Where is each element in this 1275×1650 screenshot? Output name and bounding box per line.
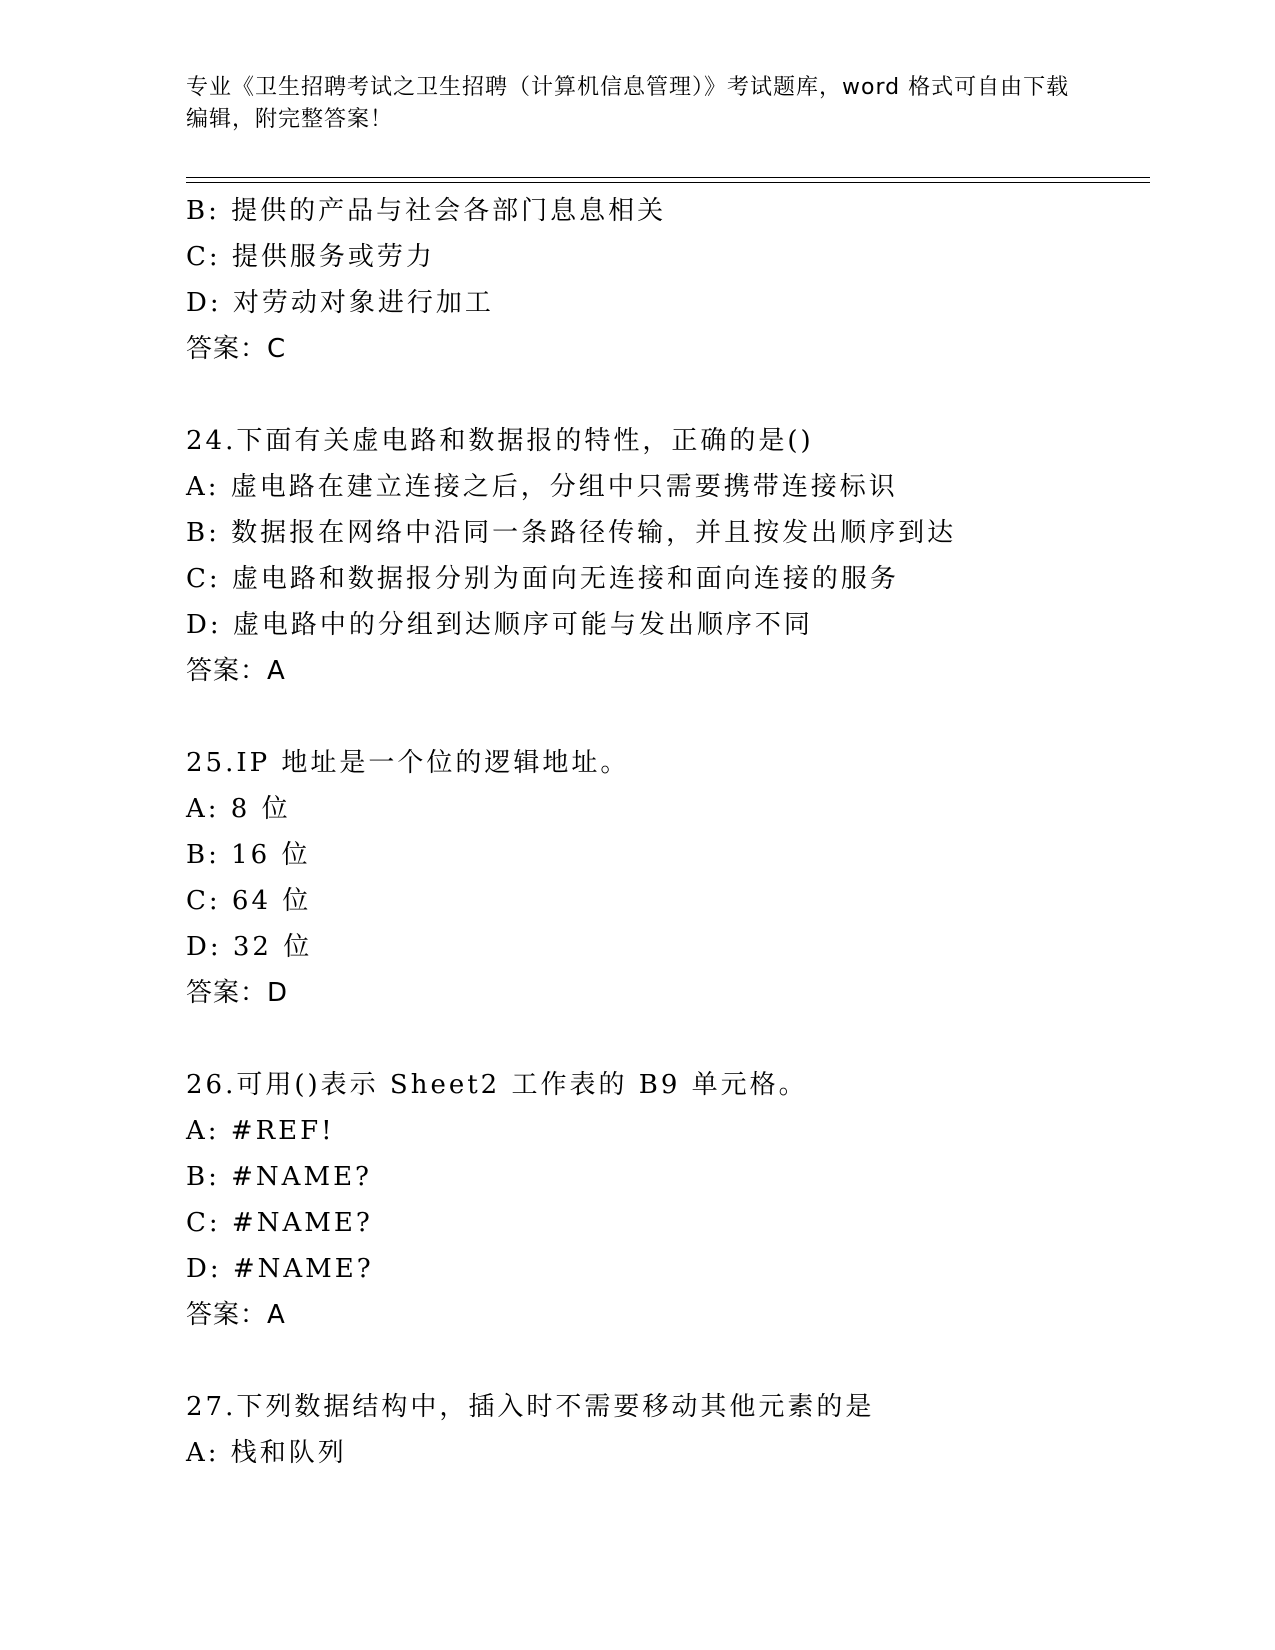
answer-line: 答案：A xyxy=(186,1300,286,1330)
question-block-24 xyxy=(186,418,1166,694)
option-c: C: #NAME? xyxy=(186,1208,373,1238)
answer-line: 答案：D xyxy=(186,978,289,1008)
spacer xyxy=(186,694,1166,740)
option-b: B: #NAME? xyxy=(186,1162,372,1192)
question-text: 27.下列数据结构中，插入时不需要移动其他元素的是 xyxy=(186,1392,875,1422)
question-list xyxy=(186,188,1166,1476)
question-block-23 xyxy=(186,188,1166,372)
question-text: 24.下面有关虚电路和数据报的特性，正确的是() xyxy=(186,426,814,456)
option-b: B: 16 位 xyxy=(186,840,311,870)
question-block-25 xyxy=(186,740,1166,1016)
option-d: D: 虚电路中的分组到达顺序可能与发出顺序不同 xyxy=(186,610,813,640)
option-c: C: 提供服务或劳力 xyxy=(186,242,435,272)
option-a: A: 虚电路在建立连接之后，分组中只需要携带连接标识 xyxy=(186,472,898,502)
spacer xyxy=(186,372,1166,418)
question-block-27 xyxy=(186,1384,1166,1476)
option-b: B: 提供的产品与社会各部门息息相关 xyxy=(186,196,667,226)
answer-line: 答案：C xyxy=(186,334,287,364)
header-divider-top xyxy=(186,177,1150,178)
document-header: 专业《卫生招聘考试之卫生招聘（计算机信息管理）》考试题库，word 格式可自由下载编辑，附完整答案！ xyxy=(186,75,1070,132)
option-a: A: 栈和队列 xyxy=(186,1438,347,1468)
question-block-26 xyxy=(186,1062,1166,1338)
option-a: A: #REF! xyxy=(186,1116,335,1146)
question-text: 25.IP 地址是一个位的逻辑地址。 xyxy=(186,748,630,778)
option-c: C: 64 位 xyxy=(186,886,312,916)
question-text: 26.可用()表示 Sheet2 工作表的 B9 单元格。 xyxy=(186,1070,808,1100)
option-b: B: 数据报在网络中沿同一条路径传输，并且按发出顺序到达 xyxy=(186,518,957,548)
option-d: D: 32 位 xyxy=(186,932,313,962)
spacer xyxy=(186,1338,1166,1384)
spacer xyxy=(186,1016,1166,1062)
header-divider-bottom xyxy=(186,182,1150,183)
option-d: D: #NAME? xyxy=(186,1254,374,1284)
option-a: A: 8 位 xyxy=(186,794,291,824)
option-d: D: 对劳动对象进行加工 xyxy=(186,288,494,318)
answer-line: 答案：A xyxy=(186,656,286,686)
option-c: C: 虚电路和数据报分别为面向无连接和面向连接的服务 xyxy=(186,564,899,594)
